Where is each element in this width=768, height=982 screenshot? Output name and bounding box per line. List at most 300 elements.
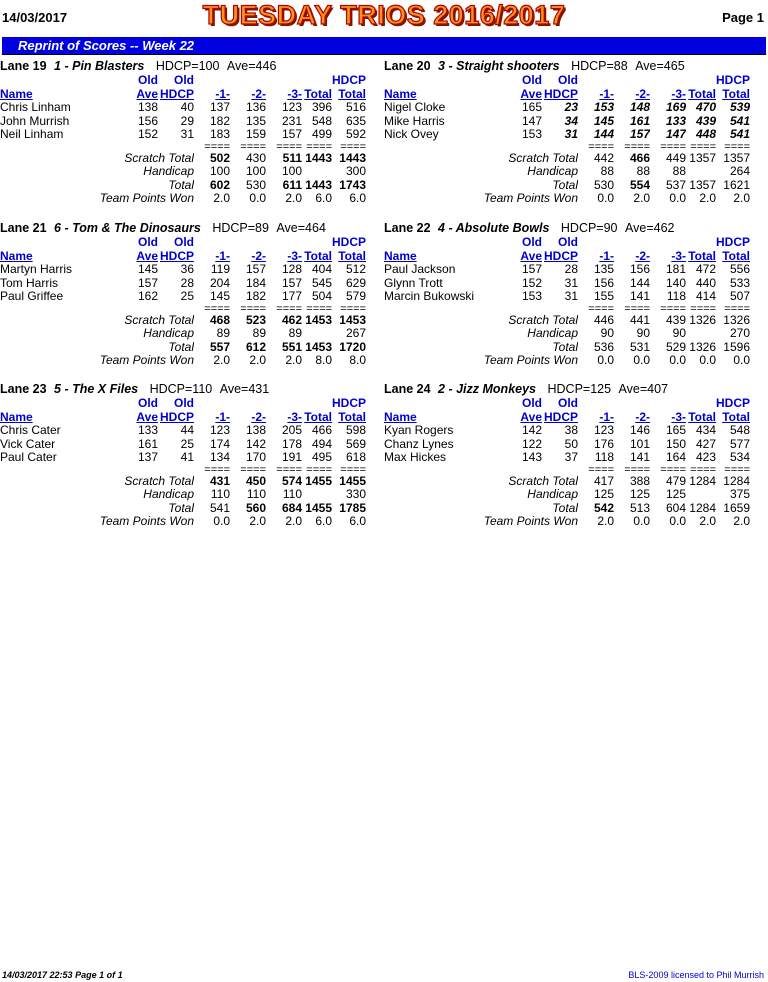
col-game2: -2- (251, 87, 266, 101)
team-points-row-label: Team Points Won (99, 192, 194, 205)
col-name: Name (0, 87, 33, 101)
team-points-row (0, 192, 366, 206)
team-total-row-label: Total (168, 501, 194, 515)
player-g3: 140 (665, 276, 686, 290)
player-g3: 157 (281, 128, 302, 141)
col-game2: -2- (635, 87, 650, 101)
scratch-total-row-htotal: 1455 (339, 474, 366, 488)
handicap-row (0, 165, 366, 179)
col-hdcp-total: Total (722, 87, 750, 101)
team-points-row-g1: 2.0 (213, 192, 230, 205)
player-g1: 144 (593, 128, 614, 141)
player-total: 548 (311, 114, 332, 128)
col-name: Name (0, 249, 33, 263)
player-g2: 157 (629, 128, 650, 141)
col-hdcp: HDCP (159, 249, 194, 263)
col-hdcp: HDCP (159, 87, 194, 101)
team-total-row (384, 502, 750, 516)
player-total: 494 (311, 437, 332, 451)
player-htotal: 507 (729, 290, 750, 303)
player-row (384, 128, 750, 142)
team-points-row-label: Team Points Won (99, 515, 194, 528)
scratch-total-row-total: 1453 (305, 313, 332, 327)
team-points-row-g2: 0.0 (633, 515, 650, 528)
handicap-row-label: Handicap (527, 327, 578, 340)
col-name: Name (384, 410, 417, 424)
handicap-row-label: Handicap (143, 488, 194, 501)
player-ave: 138 (137, 101, 158, 114)
col-total: Total (304, 410, 332, 424)
player-htotal: 556 (729, 263, 750, 276)
team-total-row-htotal: 1659 (723, 501, 750, 515)
team-average: Ave=464 (276, 221, 326, 235)
handicap-row-g2: 125 (629, 488, 650, 501)
team-points-row (0, 354, 366, 368)
team-points-row-htotal: 6.0 (349, 515, 366, 528)
team-points-row (384, 192, 750, 206)
scratch-total-row-htotal: 1453 (339, 313, 366, 327)
lane-header (0, 58, 366, 74)
separator: ==== (340, 141, 366, 152)
team-total-row-g2: 554 (629, 178, 650, 192)
player-hdcp: 31 (564, 276, 578, 290)
player-g1: 118 (594, 451, 614, 464)
footer-license: BLS-2009 licensed to Phil Murrish (628, 970, 764, 980)
team-points-row-htotal: 0.0 (733, 354, 750, 367)
team-points-row-htotal: 6.0 (349, 192, 366, 205)
col-ave: Ave (520, 87, 542, 101)
team-total-row-g1: 602 (209, 178, 230, 192)
scratch-total-row-g3: 574 (281, 474, 302, 488)
col-old-ave-top: Old (138, 236, 158, 249)
lane-header (0, 220, 366, 236)
player-hdcp: 31 (180, 128, 194, 141)
handicap-row-htotal: 300 (345, 165, 366, 178)
column-header-row (384, 74, 750, 88)
handicap-row-total (686, 488, 716, 502)
handicap-row-g1: 125 (593, 488, 614, 501)
scratch-total-row-g2: 430 (245, 151, 266, 165)
team-average: Ave=431 (219, 382, 270, 396)
handicap-row-label: Handicap (527, 165, 578, 178)
player-g1: 204 (209, 276, 230, 290)
team-points-row-total: 6.0 (315, 192, 332, 205)
scratch-total-row-htotal: 1357 (723, 151, 750, 165)
team-total-row-g3: 529 (665, 340, 686, 354)
column-header-row (384, 411, 750, 425)
player-hdcp: 44 (180, 424, 194, 437)
lane-block (0, 58, 366, 206)
handicap-row-g1: 88 (600, 165, 614, 178)
player-hdcp: 41 (180, 451, 194, 464)
player-name: Paul Griffee (0, 290, 64, 303)
column-header-row (0, 250, 366, 264)
col-game1: -1- (215, 410, 230, 424)
player-ave: 133 (137, 424, 158, 437)
player-name: Nigel Cloke (384, 101, 446, 114)
col-total: Total (688, 249, 716, 263)
report-date: 14/03/2017 (2, 10, 68, 25)
player-htotal: 579 (345, 290, 366, 303)
player-total: 499 (311, 128, 332, 141)
player-row (0, 128, 366, 142)
separator-row (0, 465, 366, 475)
col-hdcp-total: Total (722, 410, 750, 424)
col-hdcp: HDCP (159, 410, 194, 424)
team-name: 2 - Jizz Monkeys (438, 382, 536, 396)
lane-header (384, 58, 750, 74)
separator: ==== (306, 464, 332, 475)
team-points-row (0, 515, 366, 529)
player-name: Kyan Rogers (384, 424, 454, 437)
col-hdcp-total: Total (338, 87, 366, 101)
scratch-total-row-g2: 441 (629, 313, 650, 327)
scratch-total-row-htotal: 1443 (339, 151, 366, 165)
player-htotal: 629 (345, 276, 366, 290)
separator: ==== (340, 464, 366, 475)
team-hdcp: HDCP=125 (547, 382, 612, 396)
player-ave: 157 (521, 263, 542, 276)
team-points-row-g1: 0.0 (597, 192, 614, 205)
team-points-row-g3: 2.0 (285, 515, 302, 528)
player-g1: 123 (209, 424, 230, 437)
player-name: Neil Linham (0, 128, 64, 141)
player-g1: 145 (593, 114, 614, 128)
team-points-row-g3: 2.0 (285, 192, 302, 205)
player-htotal: 512 (345, 263, 366, 276)
player-g1: 155 (593, 290, 614, 303)
player-total: 470 (695, 101, 716, 114)
team-points-row-label: Team Points Won (483, 192, 578, 205)
player-htotal: 534 (729, 451, 750, 464)
col-name: Name (384, 87, 417, 101)
player-htotal: 598 (345, 424, 366, 437)
player-g3: 191 (281, 451, 302, 464)
player-row (384, 451, 750, 465)
col-old-ave-top: Old (522, 397, 542, 410)
team-name: 4 - Absolute Bowls (438, 221, 550, 235)
scratch-total-row-g2: 466 (629, 151, 650, 165)
team-total-row-label: Total (552, 340, 578, 354)
separator: ==== (624, 303, 650, 314)
team-points-row-g2: 2.0 (249, 354, 266, 367)
player-ave: 122 (521, 437, 542, 451)
col-game3: -3- (287, 87, 302, 101)
separator-row (384, 465, 750, 475)
team-points-row-g2: 0.0 (633, 354, 650, 367)
handicap-row-htotal: 270 (729, 327, 750, 340)
col-ave: Ave (136, 410, 158, 424)
team-points-row-htotal: 2.0 (733, 192, 750, 205)
player-row (0, 451, 366, 465)
lane-header (0, 381, 366, 397)
column-header-row (384, 236, 750, 250)
player-ave: 142 (521, 424, 542, 437)
player-total: 495 (311, 451, 332, 464)
lane-number: Lane 21 (0, 221, 47, 235)
col-hdcp-total: Total (338, 410, 366, 424)
team-total-row-total: 1326 (689, 340, 716, 354)
team-total-row-g3: 684 (281, 501, 302, 515)
handicap-row-total (302, 488, 332, 502)
player-g1: 137 (209, 101, 230, 114)
col-old-hdcp-top: Old (174, 74, 194, 87)
handicap-row-g3: 88 (672, 165, 686, 178)
player-g2: 141 (629, 290, 650, 303)
handicap-row-g2: 90 (636, 327, 650, 340)
col-game2: -2- (635, 249, 650, 263)
col-hdcp: HDCP (543, 410, 578, 424)
team-points-row-htotal: 8.0 (349, 354, 366, 367)
handicap-row-htotal: 267 (345, 327, 366, 340)
player-htotal: 539 (729, 101, 750, 114)
team-points-row-g2: 2.0 (633, 192, 650, 205)
col-total: Total (304, 87, 332, 101)
player-row (0, 290, 366, 304)
player-g2: 161 (629, 114, 650, 128)
team-total-row-htotal: 1785 (339, 501, 366, 515)
scratch-total-row-htotal: 1284 (723, 474, 750, 488)
col-hdcp-total-top: HDCP (716, 74, 750, 87)
col-game1: -1- (599, 249, 614, 263)
lane-block (384, 58, 750, 206)
team-total-row-total: 1455 (305, 501, 332, 515)
team-points-row-total: 2.0 (699, 515, 716, 528)
separator: ==== (588, 141, 614, 152)
player-g2: 136 (245, 101, 266, 114)
player-row (0, 115, 366, 129)
team-total-row-htotal: 1621 (723, 178, 750, 192)
team-total-row-g3: 537 (665, 178, 686, 192)
column-header-row (0, 411, 366, 425)
player-total: 466 (311, 424, 332, 437)
separator: ==== (624, 141, 650, 152)
separator: ==== (240, 303, 266, 314)
player-total: 404 (311, 263, 332, 276)
separator: ==== (724, 141, 750, 152)
col-old-hdcp-top: Old (558, 74, 578, 87)
team-total-row-label: Total (168, 340, 194, 354)
team-total-row-g1: 557 (209, 340, 230, 354)
team-hdcp: HDCP=100 (155, 59, 220, 73)
handicap-row-g3: 125 (665, 488, 686, 501)
player-hdcp: 50 (564, 437, 578, 451)
player-g2: 157 (245, 263, 266, 276)
column-header-row (384, 88, 750, 102)
player-hdcp: 34 (564, 114, 578, 128)
player-name: Mike Harris (384, 114, 445, 128)
handicap-row-total (302, 327, 332, 341)
player-g2: 141 (629, 451, 650, 464)
scratch-total-row (384, 152, 750, 166)
handicap-row-g3: 100 (281, 165, 302, 178)
player-ave: 162 (137, 290, 158, 303)
player-htotal: 541 (729, 128, 750, 141)
scratch-total-row-total: 1443 (305, 151, 332, 165)
team-points-row-total: 6.0 (315, 515, 332, 528)
handicap-row-htotal: 264 (729, 165, 750, 178)
scratch-total-row-g2: 388 (629, 474, 650, 488)
separator: ==== (588, 464, 614, 475)
team-points-row-g1: 2.0 (597, 515, 614, 528)
player-ave: 137 (137, 451, 158, 464)
player-row (0, 424, 366, 438)
team-total-row-htotal: 1596 (723, 340, 750, 354)
scratch-total-row-total: 1357 (689, 151, 716, 165)
col-game3: -3- (671, 410, 686, 424)
scratch-total-row-g3: 449 (665, 151, 686, 165)
column-header-row (0, 397, 366, 411)
handicap-row-label: Handicap (143, 327, 194, 340)
scratch-total-row-total: 1455 (305, 474, 332, 488)
score-table (384, 397, 750, 529)
player-name: Tom Harris (0, 276, 59, 290)
col-game1: -1- (599, 410, 614, 424)
player-hdcp: 37 (564, 451, 578, 464)
team-points-row-htotal: 2.0 (733, 515, 750, 528)
handicap-row-g1: 100 (209, 165, 230, 178)
handicap-row-g2: 110 (246, 488, 266, 501)
player-g1: 176 (593, 437, 614, 451)
scratch-total-row-g1: 446 (593, 313, 614, 327)
team-points-row (384, 515, 750, 529)
handicap-row-g1: 110 (210, 488, 230, 501)
player-htotal: 548 (729, 424, 750, 437)
player-row (384, 290, 750, 304)
player-total: 414 (695, 290, 716, 303)
separator: ==== (204, 141, 230, 152)
player-row (0, 438, 366, 452)
player-hdcp: 31 (564, 290, 578, 303)
player-g3: 165 (665, 424, 686, 437)
player-ave: 161 (137, 437, 158, 451)
player-name: Nick Ovey (384, 128, 439, 141)
player-g1: 156 (593, 276, 614, 290)
lane-number: Lane 19 (0, 59, 47, 73)
team-total-row-total: 1443 (305, 178, 332, 192)
player-htotal: 618 (345, 451, 366, 464)
footer-timestamp: 14/03/2017 22:53 Page 1 of 1 (2, 970, 123, 980)
player-g2: 156 (629, 263, 650, 276)
col-hdcp-total: Total (338, 249, 366, 263)
player-g3: 147 (665, 128, 686, 141)
team-total-row-g2: 530 (245, 178, 266, 192)
player-name: Marcin Bukowski (384, 290, 475, 303)
team-name: 6 - Tom & The Dinosaurs (54, 221, 201, 235)
player-g2: 101 (629, 437, 650, 451)
player-name: John Murrish (0, 114, 70, 128)
player-ave: 147 (521, 114, 542, 128)
separator: ==== (690, 464, 716, 475)
col-game1: -1- (215, 249, 230, 263)
team-total-row-g1: 542 (593, 501, 614, 515)
team-points-row-g2: 0.0 (249, 192, 266, 205)
lane-block (0, 220, 366, 368)
scratch-total-row-g1: 502 (209, 151, 230, 165)
handicap-row-label: Handicap (527, 488, 578, 501)
player-hdcp: 25 (180, 290, 194, 303)
separator: ==== (660, 141, 686, 152)
col-ave: Ave (136, 87, 158, 101)
player-name: Glynn Trott (384, 276, 443, 290)
player-g2: 148 (629, 101, 650, 114)
scratch-total-row-label: Scratch Total (508, 313, 578, 327)
player-total: 440 (695, 276, 716, 290)
separator: ==== (690, 303, 716, 314)
score-table (384, 236, 750, 368)
team-total-row (384, 179, 750, 193)
player-g3: 123 (281, 101, 302, 114)
col-ave: Ave (136, 249, 158, 263)
column-header-row (0, 236, 366, 250)
team-points-row-label: Team Points Won (483, 354, 578, 367)
handicap-row-g3: 89 (288, 327, 302, 340)
team-total-row (0, 502, 366, 516)
scratch-total-row-g3: 439 (665, 313, 686, 327)
separator: ==== (588, 303, 614, 314)
separator: ==== (276, 141, 302, 152)
player-htotal: 635 (345, 114, 366, 128)
team-points-row-g1: 2.0 (213, 354, 230, 367)
separator: ==== (624, 464, 650, 475)
team-points-row-g3: 0.0 (669, 515, 686, 528)
player-name: Chris Linham (0, 101, 71, 114)
col-game2: -2- (251, 410, 266, 424)
player-g3: 150 (665, 437, 686, 451)
scratch-total-row-g1: 468 (209, 313, 230, 327)
team-hdcp: HDCP=90 (560, 221, 618, 235)
separator-row (0, 142, 366, 152)
scratch-total-row-label: Scratch Total (508, 151, 578, 165)
team-points-row-g3: 0.0 (669, 354, 686, 367)
handicap-row (384, 165, 750, 179)
separator-row (0, 304, 366, 314)
team-points-row-total: 2.0 (699, 192, 716, 205)
player-row (0, 277, 366, 291)
handicap-row-g3: 90 (672, 327, 686, 340)
separator: ==== (724, 464, 750, 475)
col-hdcp: HDCP (543, 249, 578, 263)
player-g1: 182 (209, 114, 230, 128)
player-hdcp: 28 (180, 276, 194, 290)
player-total: 396 (311, 101, 332, 114)
player-g2: 159 (245, 128, 266, 141)
handicap-row-total (686, 165, 716, 179)
team-total-row-g3: 604 (665, 501, 686, 515)
team-name: 3 - Straight shooters (438, 59, 560, 73)
separator: ==== (660, 464, 686, 475)
separator: ==== (306, 141, 332, 152)
col-game3: -3- (287, 249, 302, 263)
separator: ==== (306, 303, 332, 314)
scratch-total-row-total: 1326 (689, 313, 716, 327)
player-g2: 146 (629, 424, 650, 437)
team-total-row-g1: 530 (593, 178, 614, 192)
col-total: Total (304, 249, 332, 263)
team-points-row-label: Team Points Won (483, 515, 578, 528)
player-g2: 142 (245, 437, 266, 451)
player-total: 545 (311, 276, 332, 290)
handicap-row-total (302, 165, 332, 179)
team-points-row-total: 0.0 (699, 354, 716, 367)
team-total-row-total: 1453 (305, 340, 332, 354)
player-row (384, 263, 750, 277)
col-game2: -2- (635, 410, 650, 424)
handicap-row-htotal: 375 (729, 488, 750, 501)
col-old-ave-top: Old (138, 74, 158, 87)
player-total: 423 (695, 451, 716, 464)
player-g3: 118 (666, 290, 686, 303)
